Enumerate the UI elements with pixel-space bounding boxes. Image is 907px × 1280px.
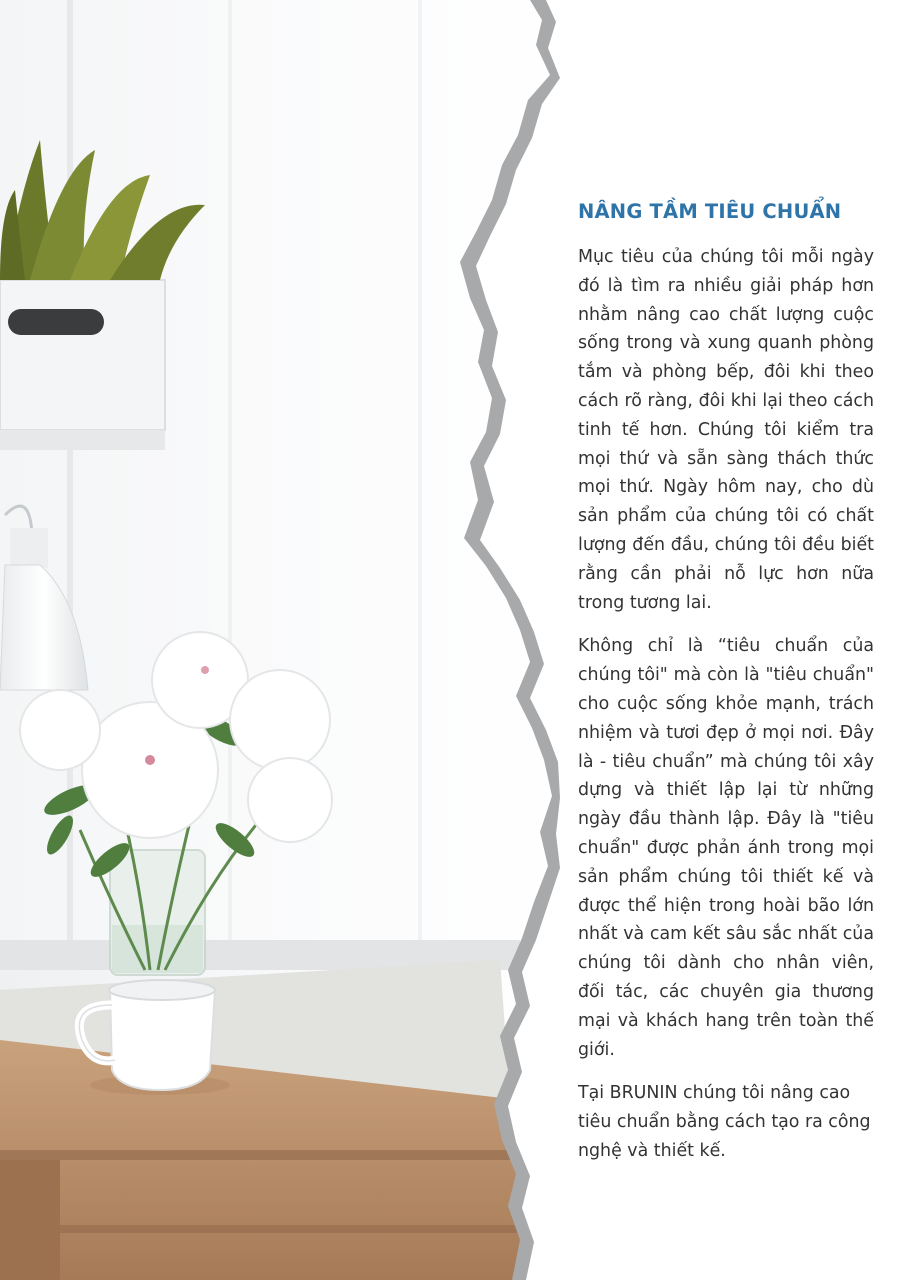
paragraph-2: Không chỉ là “tiêu chuẩn của chúng tôi" mà còn là "tiêu chuẩn" cho cuộc sống khỏe mạnh, trách nhiệm và tươi đẹp ở mọi nơi. Đây là - tiêu chuẩn” mà chúng tôi xây dựng và thiết lập lại từ những ngày đầu thành lập. Đây là "tiêu chuẩn" được phản ánh trong mọi sản phẩm chúng tôi thiết kế và được thể hiện trong hoài bão lớn nhất và cam kết sâu sắc nhất của chúng tôi dành cho nhân viên, đối tác, các chuyên gia thương mại và khách hang trên toàn thế giới. xyxy=(578,636,874,1060)
article-title: NÂNG TẦM TIÊU CHUẨN xyxy=(578,200,842,223)
paragraph-1: Mục tiêu của chúng tôi mỗi ngày đó là tìm ra nhiều giải pháp hơn nhằm nâng cao chất lượng cuộc sống trong và xung quanh phòng tắm và phòng bếp, đôi khi theo cách rõ ràng, đôi khi lại theo cách tinh tế hơn. Chúng tôi kiểm tra mọi thứ và sẵn sàng thách thức mọi thứ. Ngày hôm nay, cho dù sản phẩm của chúng tôi có chất lượng đến đầu, chúng tôi đều biết rằng cần phải nỗ lực hơn nữa trong tương lai. xyxy=(578,247,874,613)
paragraph-3: Tại BRUNIN chúng tôi nâng cao tiêu chuẩn bằng cách tạo ra công nghệ và thiết kế. xyxy=(578,1083,871,1161)
article xyxy=(578,200,874,1181)
